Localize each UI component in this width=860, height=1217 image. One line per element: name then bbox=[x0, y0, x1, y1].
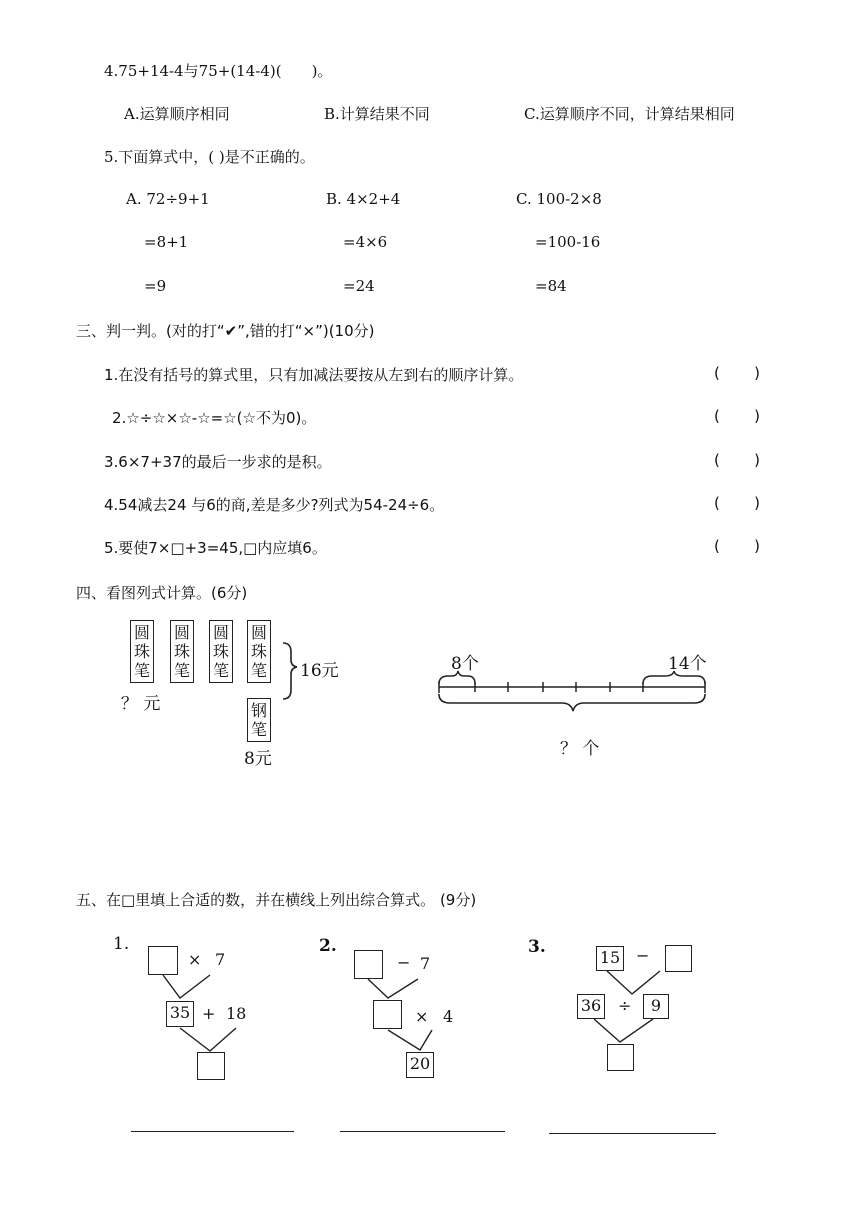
given-box-15: 15 bbox=[596, 946, 624, 971]
answer-box-2a[interactable] bbox=[354, 950, 383, 979]
paren-open: ( bbox=[714, 364, 720, 382]
judge-item-4: 4.54减去24 与6的商,差是多少?列式为54-24÷6。 bbox=[104, 496, 445, 514]
segment-left-label: 8个 bbox=[451, 654, 479, 674]
judge-answer-4[interactable] bbox=[714, 494, 760, 512]
answer-line-3[interactable] bbox=[549, 1133, 716, 1134]
pen-box-3: 圆 珠 笔 bbox=[209, 620, 233, 683]
paren-open: ( bbox=[714, 451, 720, 469]
q4-option-c[interactable]: C.运算顺序不同，计算结果相同 bbox=[524, 105, 735, 123]
answer-line-2[interactable] bbox=[340, 1131, 505, 1132]
section5-title: 五、在□里填上合适的数，并在横线上列出综合算式。 (9分) bbox=[76, 891, 477, 909]
paren-close: ) bbox=[754, 407, 760, 425]
judge-item-3: 3.6×7+37的最后一步求的是积。 bbox=[104, 453, 332, 471]
op-multiply: × bbox=[188, 950, 202, 969]
q5-option-a-line2: =8+1 bbox=[144, 233, 189, 251]
segment-total-label: ？ 个 bbox=[560, 739, 600, 759]
number-4: 4 bbox=[443, 1007, 454, 1026]
q5-option-b-line1[interactable]: B. 4×2+4 bbox=[326, 190, 401, 208]
segment-right-label: 14个 bbox=[668, 654, 707, 674]
op-multiply: × bbox=[415, 1007, 429, 1026]
number-7: 7 bbox=[420, 954, 431, 973]
q5-stem: 5.下面算式中，( )是不正确的。 bbox=[104, 148, 315, 166]
paren-close: ) bbox=[754, 451, 760, 469]
problem-3-number: 3. bbox=[528, 937, 546, 957]
judge-answer-3[interactable] bbox=[714, 451, 760, 469]
answer-box-1b[interactable] bbox=[197, 1052, 225, 1080]
q5-option-c-line3: =84 bbox=[535, 277, 567, 295]
q5-option-a-line3: =9 bbox=[144, 277, 167, 295]
q5-option-c-line2: =100-16 bbox=[535, 233, 601, 251]
answer-box-3b[interactable] bbox=[607, 1044, 634, 1071]
fountain-pen-price: 8元 bbox=[244, 749, 272, 769]
q4-option-a[interactable]: A.运算顺序相同 bbox=[124, 105, 230, 123]
answer-line-1[interactable] bbox=[131, 1131, 294, 1132]
judge-item-2: 2.☆÷☆×☆-☆=☆(☆不为0)。 bbox=[112, 409, 317, 427]
q5-option-a-line1[interactable]: A. 72÷9+1 bbox=[126, 190, 210, 208]
judge-answer-1[interactable] bbox=[714, 364, 760, 382]
given-box-35: 35 bbox=[166, 1001, 194, 1027]
section3-title: 三、判一判。(对的打“✔”,错的打“×”)(10分) bbox=[76, 322, 375, 340]
section4-title: 四、看图列式计算。(6分) bbox=[76, 584, 248, 602]
judge-answer-5[interactable] bbox=[714, 537, 760, 555]
op-plus: + bbox=[202, 1004, 216, 1023]
pen-box-1: 圆 珠 笔 bbox=[130, 620, 154, 683]
pen-box-2: 圆 珠 笔 bbox=[170, 620, 194, 683]
number-18: 18 bbox=[226, 1004, 247, 1023]
given-box-20: 20 bbox=[406, 1052, 434, 1078]
answer-box-2b[interactable] bbox=[373, 1000, 402, 1029]
answer-box-1a[interactable] bbox=[148, 946, 178, 975]
judge-answer-2[interactable] bbox=[714, 407, 760, 425]
pen-box-4: 圆 珠 笔 bbox=[247, 620, 271, 683]
pen-unknown-price: ？ 元 bbox=[121, 694, 161, 714]
op-minus: − bbox=[397, 953, 411, 972]
q5-option-b-line3: =24 bbox=[343, 277, 375, 295]
paren-close: ) bbox=[754, 494, 760, 512]
pens-total-label: 16元 bbox=[300, 661, 339, 681]
q5-option-b-line2: =4×6 bbox=[343, 233, 388, 251]
paren-open: ( bbox=[714, 494, 720, 512]
problem-2-number: 2. bbox=[319, 936, 337, 956]
paren-open: ( bbox=[714, 537, 720, 555]
given-box-9: 9 bbox=[643, 994, 669, 1019]
q4-option-b[interactable]: B.计算结果不同 bbox=[324, 105, 430, 123]
judge-item-1: 1.在没有括号的算式里，只有加减法要按从左到右的顺序计算。 bbox=[104, 366, 524, 384]
number-7: 7 bbox=[215, 950, 226, 969]
judge-item-5: 5.要使7×□+3=45,□内应填6。 bbox=[104, 539, 327, 557]
fountain-pen-box: 钢 笔 bbox=[247, 698, 271, 742]
q5-option-c-line1[interactable]: C. 100-2×8 bbox=[516, 190, 602, 208]
paren-open: ( bbox=[714, 407, 720, 425]
given-box-36: 36 bbox=[577, 994, 605, 1019]
q4-stem: 4.75+14-4与75+(14-4)( )。 bbox=[104, 62, 333, 80]
op-divide: ÷ bbox=[618, 996, 632, 1015]
problem-1-number: 1. bbox=[113, 934, 130, 954]
paren-close: ) bbox=[754, 364, 760, 382]
answer-box-3a[interactable] bbox=[665, 945, 692, 972]
op-minus: − bbox=[636, 946, 650, 965]
paren-close: ) bbox=[754, 537, 760, 555]
